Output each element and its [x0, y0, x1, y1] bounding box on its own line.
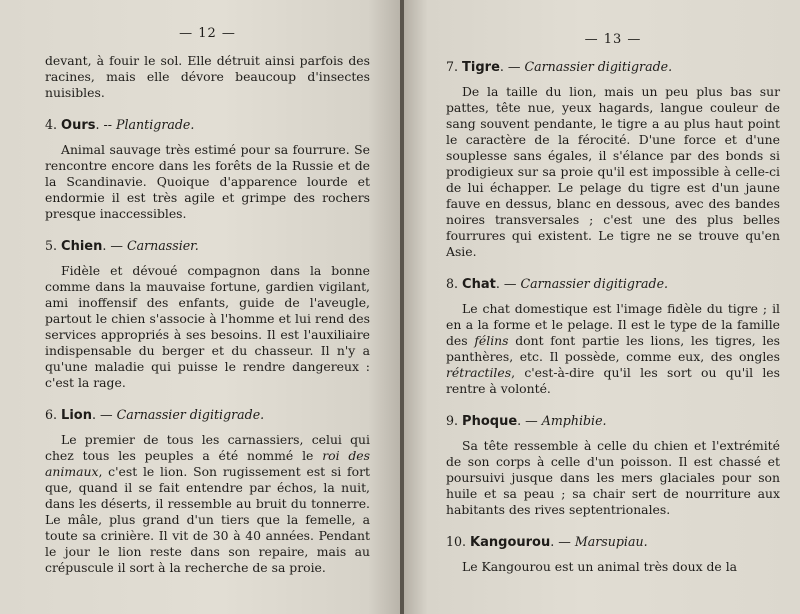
body-text: , c'est-à-dire qu'il les sort ou qu'il les rentre à volonté.	[446, 365, 780, 396]
section-heading-phoque	[446, 413, 780, 430]
section-number: 5.	[45, 238, 58, 253]
section-heading-ours	[45, 117, 370, 134]
animal-name: Lion	[61, 408, 92, 423]
animal-name: Chat	[462, 277, 496, 292]
animal-name: Kangourou	[470, 535, 551, 550]
animal-name: Tigre	[462, 60, 500, 75]
section-heading-chien	[45, 238, 370, 255]
animal-name: Phoque	[462, 414, 518, 429]
animal-category: Carnassier digitigrade.	[524, 59, 673, 74]
body-text: Le chat domestique est l'image fidèle du tigre ; il en a la forme et le pelage. Il est le type de la famille des	[446, 301, 780, 348]
section-number: 6.	[45, 407, 58, 422]
animal-category: Plantigrade.	[116, 117, 195, 132]
section-body-ours: Animal sauvage très estimé pour sa fourrure. Se rencontre encore dans les forêts de la Russie et de la Scandinavie. Quoique d'apparence lourde et endormie il est très agile et grimpe des rochers presque inaccessibles.	[45, 142, 370, 221]
page-number: — 13 —	[584, 32, 642, 47]
body-italic-text: félins	[474, 333, 509, 348]
section-number: 4.	[45, 117, 58, 132]
right-page	[404, 0, 800, 614]
section-body-phoque: Sa tête ressemble à celle du chien et l'extrémité de son corps à celle d'un poisson. Il est chassé et poursuivi jusque dans les mers glaciales pour son huile et sa peau ; sa chair sert de nourriture aux habitants des rives septentrionales.	[446, 438, 780, 517]
section-number: 10.	[446, 534, 467, 549]
separator: . —	[102, 238, 127, 253]
separator: . —	[517, 413, 542, 428]
animal-category: Carnassier digitigrade.	[520, 276, 669, 291]
body-text: Le premier de tous les carnassiers, celui qui chez tous les peuples a été nommé le	[45, 432, 370, 463]
section-heading-chat	[446, 276, 780, 293]
animal-category: Carnassier digitigrade.	[116, 407, 265, 422]
separator: . —	[499, 59, 525, 74]
section-number: 8.	[446, 276, 459, 291]
section-body-chien: Fidèle et dévoué compagnon dans la bonne comme dans la mauvaise fortune, gardien vigilant, ami inoffensif des enfants, guide de l'aveugle, partout le chien s'associe à l'homme et lui rend des services appropriés à ses besoins. Il est l'auxiliaire indispensable du berger et du chasseur. Il n'y a qu'une maladie qui puisse le rendre dangereux : c'est la rage.	[45, 263, 370, 390]
separator: . —	[91, 407, 117, 422]
section-heading-kangourou	[446, 534, 780, 551]
body-text: dont font partie les lions, les tigres, les panthères, etc. Il possède, comme eux, des ongles	[446, 333, 781, 364]
page-number: — 12 —	[179, 26, 236, 41]
separator: . —	[550, 534, 575, 549]
body-text: , c'est le lion. Son rugissement est si fort que, quand il se fait entendre par échos, la nuit, dans les déserts, il ressemble au bruit du tonnerre. Le mâle, plus grand d'un tiers que la femelle, a toute sa crinière. Il vit de 30 à 40 années. Pendant le jour le lion reste dans son repaire, mais au crépuscule il sort à la recherche de sa proie.	[45, 464, 370, 575]
section-heading-tigre	[446, 59, 780, 76]
section-number: 9.	[446, 413, 459, 428]
section-body-lion	[45, 432, 370, 576]
body-italic-text: rétractiles	[446, 365, 512, 380]
animal-name: Ours	[61, 118, 96, 133]
section-body-tigre: De la taille du lion, mais un peu plus bas sur pattes, tête nue, yeux hagards, langue couleur de sang souvent pendante, le tigre a au plus haut point le caractère de la férocité. D'une force et d'une souplesse sans égales, il s'élance par des bonds si prodigieux sur sa proie qu'il est impossible à celle-ci de lui échapper. Le pelage du tigre est d'un jaune fauve en dessus, blanc en dessous, avec des bandes noires transversales ; c'est une des plus belles fourrures qui existent. Le tigre ne se trouve qu'en Asie.	[446, 84, 780, 259]
intro-paragraph: devant, à fouir le sol. Elle détruit ainsi parfois des racines, mais elle dévore beaucoup d'insectes nuisibles.	[45, 53, 370, 100]
animal-category: Carnassier.	[126, 238, 199, 253]
body-italic-text: roi des animaux	[45, 448, 370, 479]
section-body-chat	[446, 301, 780, 397]
animal-category: Amphibie.	[541, 413, 607, 428]
animal-category: Marsupiau.	[574, 534, 648, 549]
section-heading-lion	[45, 407, 370, 424]
separator: . —	[495, 276, 521, 291]
section-body-kangourou: Le Kangourou est un animal très doux de la	[462, 559, 738, 574]
animal-name: Chien	[61, 239, 103, 254]
separator: . --	[95, 117, 117, 132]
section-number: 7.	[446, 59, 459, 74]
